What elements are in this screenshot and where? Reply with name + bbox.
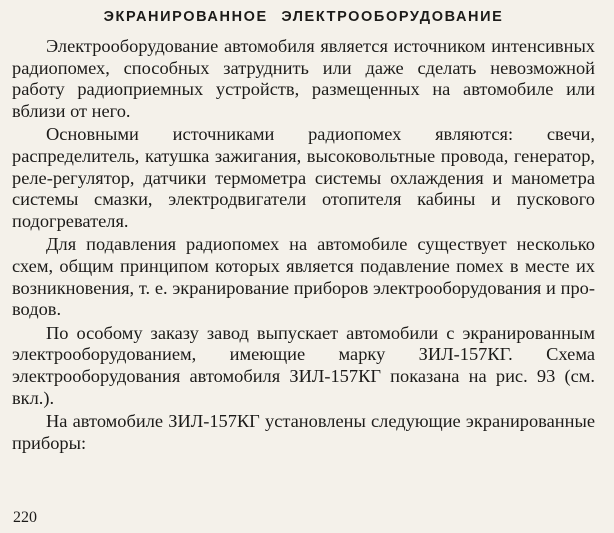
page-number: 220 (13, 509, 37, 526)
paragraph-radio-interference: Электрооборудование автомобиля является источником интенсивных радиопомех, способных затруднить или даже сделать невозможной работу радиоприемных устройств, размещенных на автомобиле или вблизи от него. (12, 36, 595, 121)
paragraph-suppression-schemes: Для подавления радиопомех на автомобиле существует несколько схем, общим принципом которых является подавление помех в месте их возникновения, т. е. экранирование приборов электрооборудования и проводов. (12, 234, 595, 320)
paragraph-shielded-devices: На автомобиле ЗИЛ-157КГ установлены следующие экранированные приборы: (12, 411, 595, 453)
section-heading: ЭКРАНИРОВАННОЕ ЭЛЕКТРООБОРУДОВАНИЕ (103, 9, 504, 25)
paragraph-special-order: По особому заказу завод выпускает автомобили с экранированным электрооборудованием, имеющие марку ЗИЛ-157КГ. Схема электрооборудования автомобиля ЗИЛ-157КГ показана на рис. 93 (см. вкл.). (12, 322, 595, 408)
paragraph-interference-sources: Основными источниками радиопомех являются: свечи, распределитель, катушка зажигания, высоковольтные провода, генератор, реле-регулятор, датчики термометра системы охлаждения и манометра системы смазки, электродвигатели отопителя кабины и пускового подогревателя. (12, 124, 595, 231)
